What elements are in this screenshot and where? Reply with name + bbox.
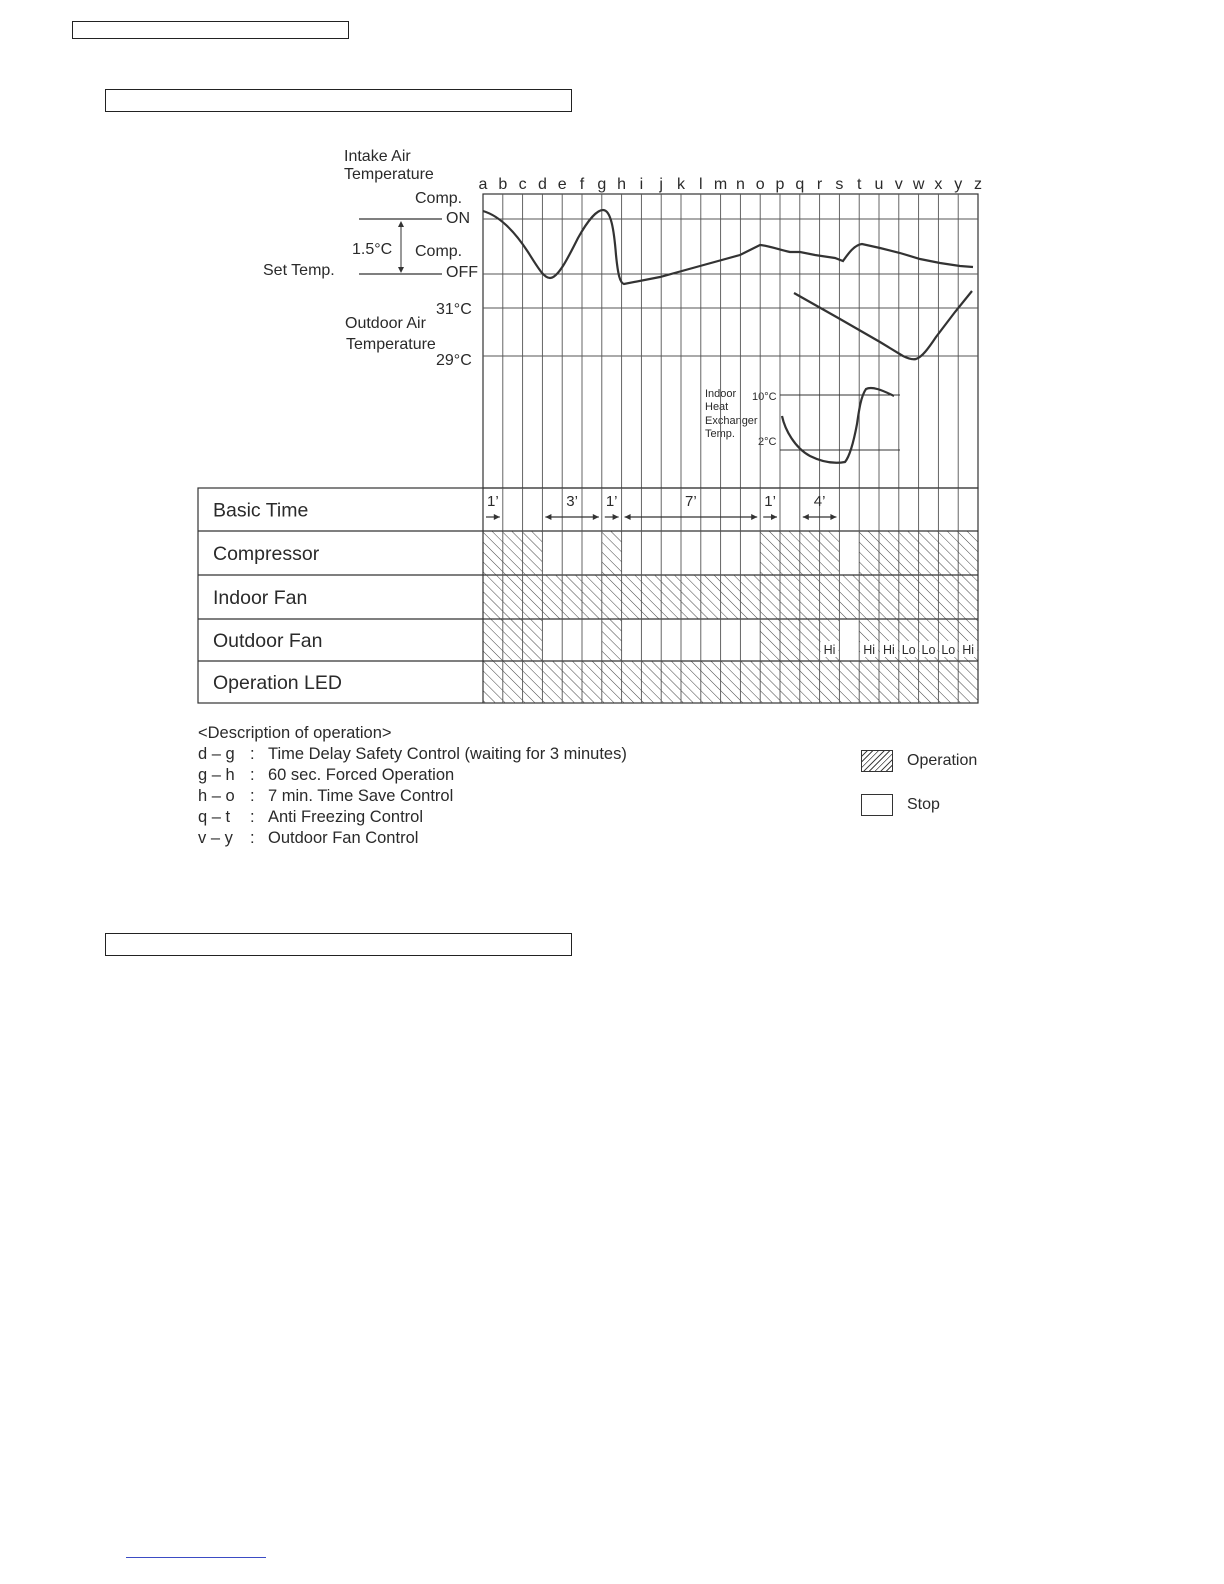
time-letter: k (677, 176, 685, 193)
time-letter: i (639, 176, 644, 193)
footer-link-line[interactable] (126, 1557, 266, 1558)
arrow-head (593, 514, 599, 520)
timing-table (198, 488, 978, 703)
operation-bar (483, 661, 978, 703)
description-text: Anti Freezing Control (268, 808, 423, 826)
description-text: 7 min. Time Save Control (268, 787, 454, 805)
table-row-label: Indoor Fan (213, 587, 308, 609)
arrow-head (613, 514, 619, 520)
graph-frame (483, 194, 978, 488)
operation-bar (483, 531, 542, 575)
time-letter: m (713, 176, 728, 193)
operation-swatch (861, 750, 893, 772)
set-temp-label: Set Temp. (263, 262, 335, 279)
table-row-label: Compressor (213, 543, 320, 565)
intake-label-2: Temperature (344, 166, 434, 183)
time-letter: y (954, 176, 963, 193)
time-letters (479, 176, 982, 193)
time-letter: a (478, 176, 488, 193)
comp-on-label-1: Comp. (415, 190, 463, 207)
outdoor-label-1: Outdoor Air (345, 315, 426, 332)
delta-arrow-head-bottom (398, 267, 404, 273)
description-code: v – y (198, 829, 233, 847)
basic-time-label: 1’ (487, 493, 499, 510)
time-letter: v (894, 176, 903, 193)
time-letter: f (579, 176, 585, 193)
description-title: <Description of operation> (198, 724, 392, 742)
intake-label-1: Intake Air (344, 148, 411, 165)
arrow-head (751, 514, 757, 520)
time-letter: p (775, 176, 785, 193)
table-row-label: Operation LED (213, 672, 342, 694)
description-separator: : (250, 829, 255, 847)
hex-label-3: Exchanger (705, 415, 758, 427)
delta-label: 1.5°C (352, 241, 393, 258)
legend-operation (861, 750, 977, 772)
operation-bar (602, 619, 622, 661)
time-letter: x (934, 176, 943, 193)
time-letter: d (537, 176, 547, 193)
outdoor-temp-curve (794, 291, 972, 359)
table-row-label: Outdoor Fan (213, 630, 323, 652)
time-letter: u (874, 176, 884, 193)
time-letter: e (557, 176, 567, 193)
description-text: Outdoor Fan Control (268, 829, 419, 847)
stop-swatch (861, 794, 893, 816)
fan-speed-label: Hi (863, 643, 876, 657)
operation-bar (483, 619, 542, 661)
fan-speed-label: Lo (921, 643, 936, 657)
time-letter: o (755, 176, 765, 193)
description-separator: : (250, 745, 255, 763)
description-separator: : (250, 766, 255, 784)
description-item (198, 744, 627, 765)
time-letter: b (498, 176, 508, 193)
description-item (198, 765, 627, 786)
fan-speed-label: Lo (941, 643, 956, 657)
description-separator: : (250, 808, 255, 826)
section-title-box-2 (105, 933, 572, 956)
arrow-head (545, 514, 551, 520)
intake-temp-curve (483, 210, 973, 284)
legend-stop-label: Stop (907, 796, 940, 813)
arrow-head (771, 514, 777, 520)
description-separator: : (250, 787, 255, 805)
legend-operation-label: Operation (907, 752, 978, 769)
arrow-head (803, 514, 809, 520)
description-of-operation (198, 723, 627, 849)
time-letter: z (974, 176, 982, 193)
delta-arrow-head-top (398, 221, 404, 227)
basic-time-label: 4’ (813, 493, 826, 510)
operation-bar (483, 575, 978, 619)
hex-label-4: Temp. (705, 428, 735, 440)
description-code: q – t (198, 808, 231, 826)
description-text: Time Delay Safety Control (waiting for 3 minutes) (268, 745, 627, 763)
heat-exchanger-temp-curve (782, 388, 894, 463)
time-letter: w (912, 176, 925, 193)
t31-label: 31°C (436, 301, 472, 318)
graph-grid (483, 194, 978, 488)
time-letter: l (699, 176, 703, 193)
time-letter: r (816, 176, 823, 193)
comp-off-label-2: OFF (446, 264, 478, 281)
hex-10-label: 10°C (752, 391, 777, 403)
arrow-head (830, 514, 836, 520)
time-letter: q (795, 176, 805, 193)
fan-speed-label: Hi (882, 643, 895, 657)
arrow-head (494, 514, 500, 520)
time-letter: h (617, 176, 627, 193)
legend-stop (861, 794, 940, 816)
time-letter: s (835, 176, 844, 193)
t29-label: 29°C (436, 352, 472, 369)
operation-timing-diagram (0, 0, 1224, 720)
fan-speed-label: Hi (823, 643, 836, 657)
description-text: 60 sec. Forced Operation (268, 766, 455, 784)
table-row-label: Basic Time (213, 499, 309, 522)
comp-on-label-2: ON (446, 210, 470, 227)
arrow-head (625, 514, 631, 520)
description-item (198, 786, 627, 807)
basic-time-label: 3’ (566, 493, 578, 510)
fan-speed-label: Hi (962, 643, 975, 657)
time-letter: t (856, 176, 862, 193)
time-letter: c (518, 176, 527, 193)
basic-time-label: 7’ (685, 493, 697, 510)
comp-off-label-1: Comp. (415, 243, 463, 260)
description-item (198, 828, 627, 849)
fan-speed-label: Lo (901, 643, 916, 657)
description-code: h – o (198, 787, 235, 805)
hex-label-1: Indoor (705, 388, 737, 400)
description-code: g – h (198, 766, 235, 784)
basic-time-label: 1’ (605, 493, 618, 510)
operation-bar (602, 531, 622, 575)
hex-label-2: Heat (705, 401, 729, 413)
time-letter: g (597, 176, 607, 193)
description-item (198, 807, 627, 828)
time-letter: n (735, 176, 745, 193)
time-letter: j (659, 176, 663, 193)
basic-time-label: 1’ (764, 493, 776, 510)
outdoor-label-2: Temperature (346, 336, 436, 353)
description-code: d – g (198, 745, 235, 763)
hex-2-label: 2°C (758, 436, 777, 448)
